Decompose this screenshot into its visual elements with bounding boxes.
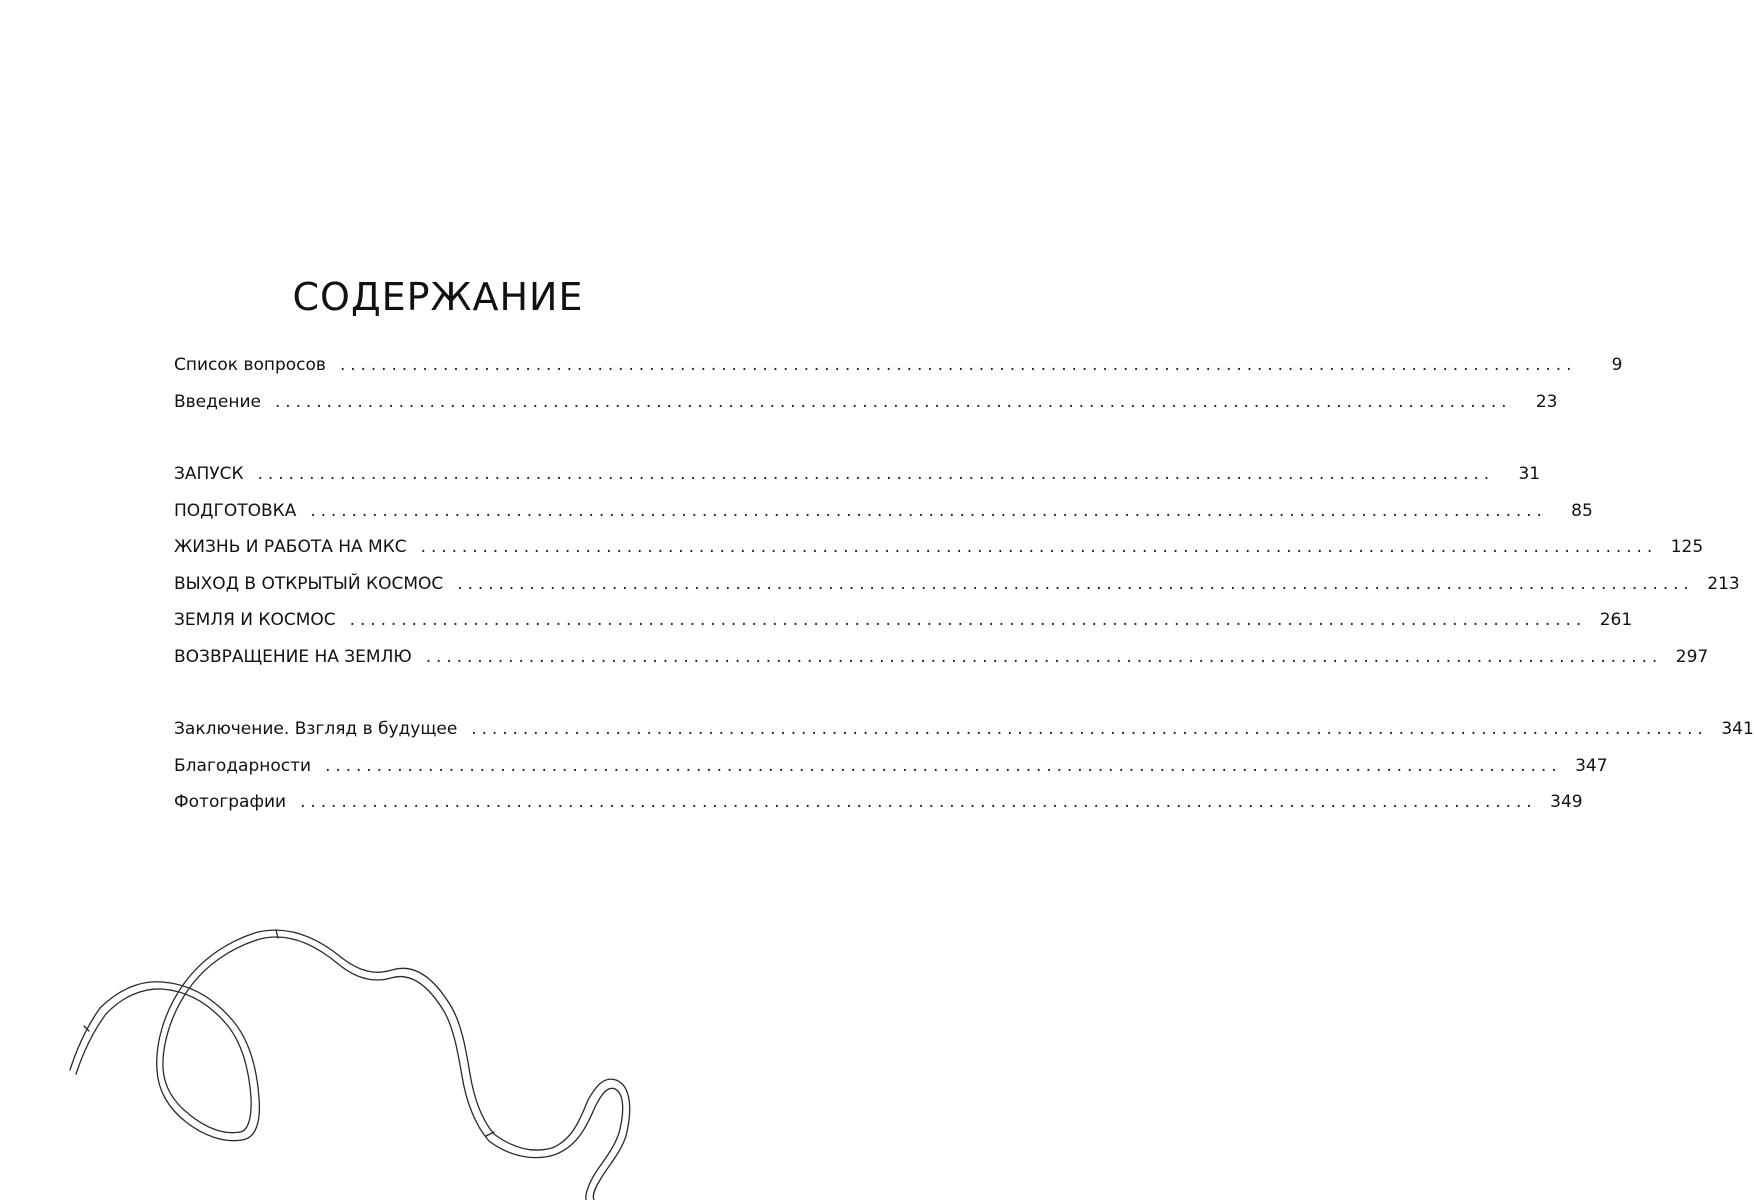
toc-entry[interactable] [174,347,1623,384]
toc-entry[interactable] [174,456,1541,493]
toc-entry-label: Заключение. Взгляд в будущее [174,719,458,739]
toc-entry[interactable] [174,384,1558,421]
toc-entry-label: Благодарности [174,755,312,776]
toc-entry-page: 213 [1707,573,1740,594]
toc-entry-label: ЗАПУСК [174,464,244,484]
toc-entry-page: 9 [1611,355,1623,375]
toc-entry-page: 23 [1535,391,1558,412]
river-bank-left [70,930,630,1200]
toc-entry[interactable] [174,529,1704,566]
toc-leader-dots: ........................................................................................................................ [300,792,1537,812]
toc-leader-dots: ........................................................................................................................ [425,646,1663,667]
toc-leader-dots: ........................................................................................................................ [310,500,1547,521]
toc-entry-page: 349 [1550,792,1583,812]
toc-entry[interactable] [174,493,1593,530]
toc-entry[interactable] [174,602,1633,639]
toc-entry-label: ЗЕМЛЯ И КОСМОС [174,610,336,630]
toc-leader-dots: ........................................................................................................................ [457,573,1694,594]
toc-leader-dots: ........................................................................................................................ [339,355,1577,375]
toc-entry-page: 31 [1518,464,1541,484]
toc-leader-dots: ........................................................................................................................ [257,464,1495,484]
toc-leader-dots: ........................................................................................................................ [349,610,1587,630]
toc-entry-label: ПОДГОТОВКА [174,500,297,521]
toc-leader-dots: ........................................................................................................................ [471,719,1708,739]
toc-entry[interactable] [174,639,1709,676]
toc-entry-label: Введение [174,391,261,412]
toc-group-back [174,711,1754,821]
toc-entry[interactable] [174,784,1583,821]
toc-entry-page: 297 [1675,646,1709,667]
toc-entry-label: ВЫХОД В ОТКРЫТЫЙ КОСМОС [174,573,444,594]
toc-entry-label: ЖИЗНЬ И РАБОТА НА МКС [174,537,407,557]
toc-leader-dots: ........................................................................................................................ [325,755,1562,776]
toc-entry[interactable] [174,711,1754,748]
toc-entry-page: 347 [1575,755,1608,776]
toc-leader-dots: ........................................................................................................................ [420,537,1658,557]
toc-entry-page: 261 [1599,610,1633,630]
toc-entry-page: 125 [1670,537,1704,557]
toc-entry-page: 341 [1721,719,1754,739]
toc-entry[interactable] [174,566,1740,603]
toc-entry[interactable] [174,748,1608,785]
toc-entry-label: Список вопросов [174,355,326,375]
toc-entry-label: ВОЗВРАЩЕНИЕ НА ЗЕМЛЮ [174,646,412,667]
toc-leader-dots: ........................................................................................................................ [274,391,1512,412]
river-bank-right [76,937,623,1200]
toc-group-chapters [174,456,1740,675]
page-title: СОДЕРЖАНИЕ [292,275,584,319]
toc-entry-page: 85 [1571,500,1593,521]
toc-group-front [174,347,1623,420]
toc-entry-label: Фотографии [174,792,287,812]
river-marker [486,1132,494,1136]
river-illustration [0,900,900,1200]
